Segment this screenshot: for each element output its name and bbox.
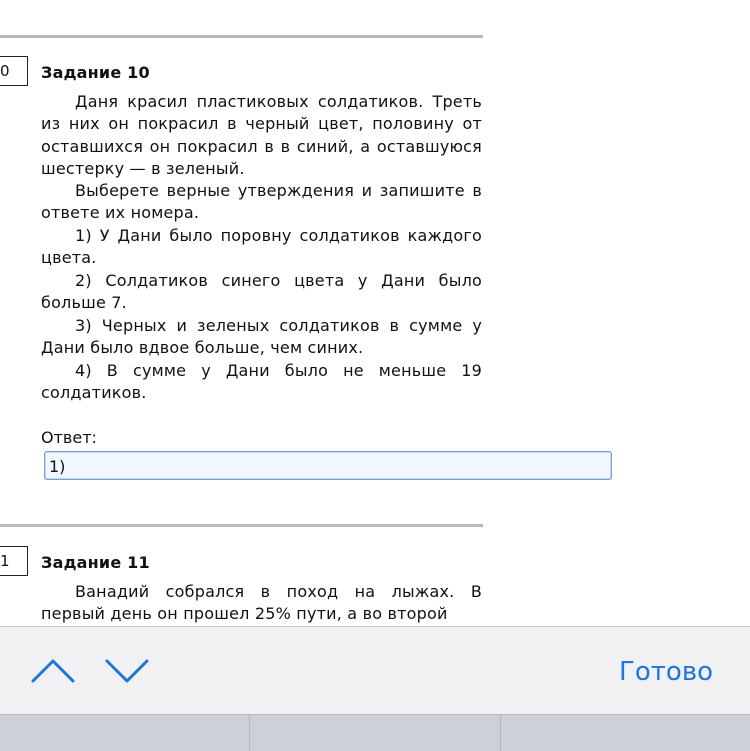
task-instruction: Выберете верные утверждения и запишите в ответе их номера. — [41, 181, 482, 223]
task-number-box: 0 — [0, 56, 28, 86]
task-number-box: 1 — [0, 546, 28, 576]
keyboard-separator — [249, 715, 250, 751]
chevron-up-icon[interactable] — [29, 657, 77, 685]
keyboard-toolbar — [0, 626, 750, 715]
chevron-down-icon[interactable] — [103, 657, 151, 685]
option-2: 2) Солдатиков синего цвета у Дани было больше 7. — [41, 271, 482, 313]
answer-label: Ответ: — [41, 428, 97, 447]
task-text: Даня красил пластиковых солдатиков. Треть из них он покрасил в черный цвет, половину от оставшихся он покрасил в в синий, а оставшуюся шестерку — в зеленый. — [41, 92, 482, 178]
option-4: 4) В сумме у Дани было не меньше 19 солдатиков. — [41, 361, 482, 403]
task-title: Задание 10 — [41, 63, 150, 82]
section-divider-top — [0, 35, 483, 38]
task-title: Задание 11 — [41, 553, 150, 572]
section-divider-bottom — [0, 524, 483, 527]
option-1: 1) У Дани было поровну солдатиков каждого цвета. — [41, 226, 482, 268]
keyboard-separator — [500, 715, 501, 751]
option-3: 3) Черных и зеленых солдатиков в сумме у Дани было вдвое больше, чем синих. — [41, 316, 482, 358]
task-text: Ванадий собрался в поход на лыжах. В первый день он прошел 25% пути, а во второй — [41, 582, 482, 624]
keyboard-area — [0, 714, 750, 751]
answer-input[interactable]: 1) — [44, 451, 612, 480]
done-button[interactable]: Готово — [619, 657, 714, 687]
